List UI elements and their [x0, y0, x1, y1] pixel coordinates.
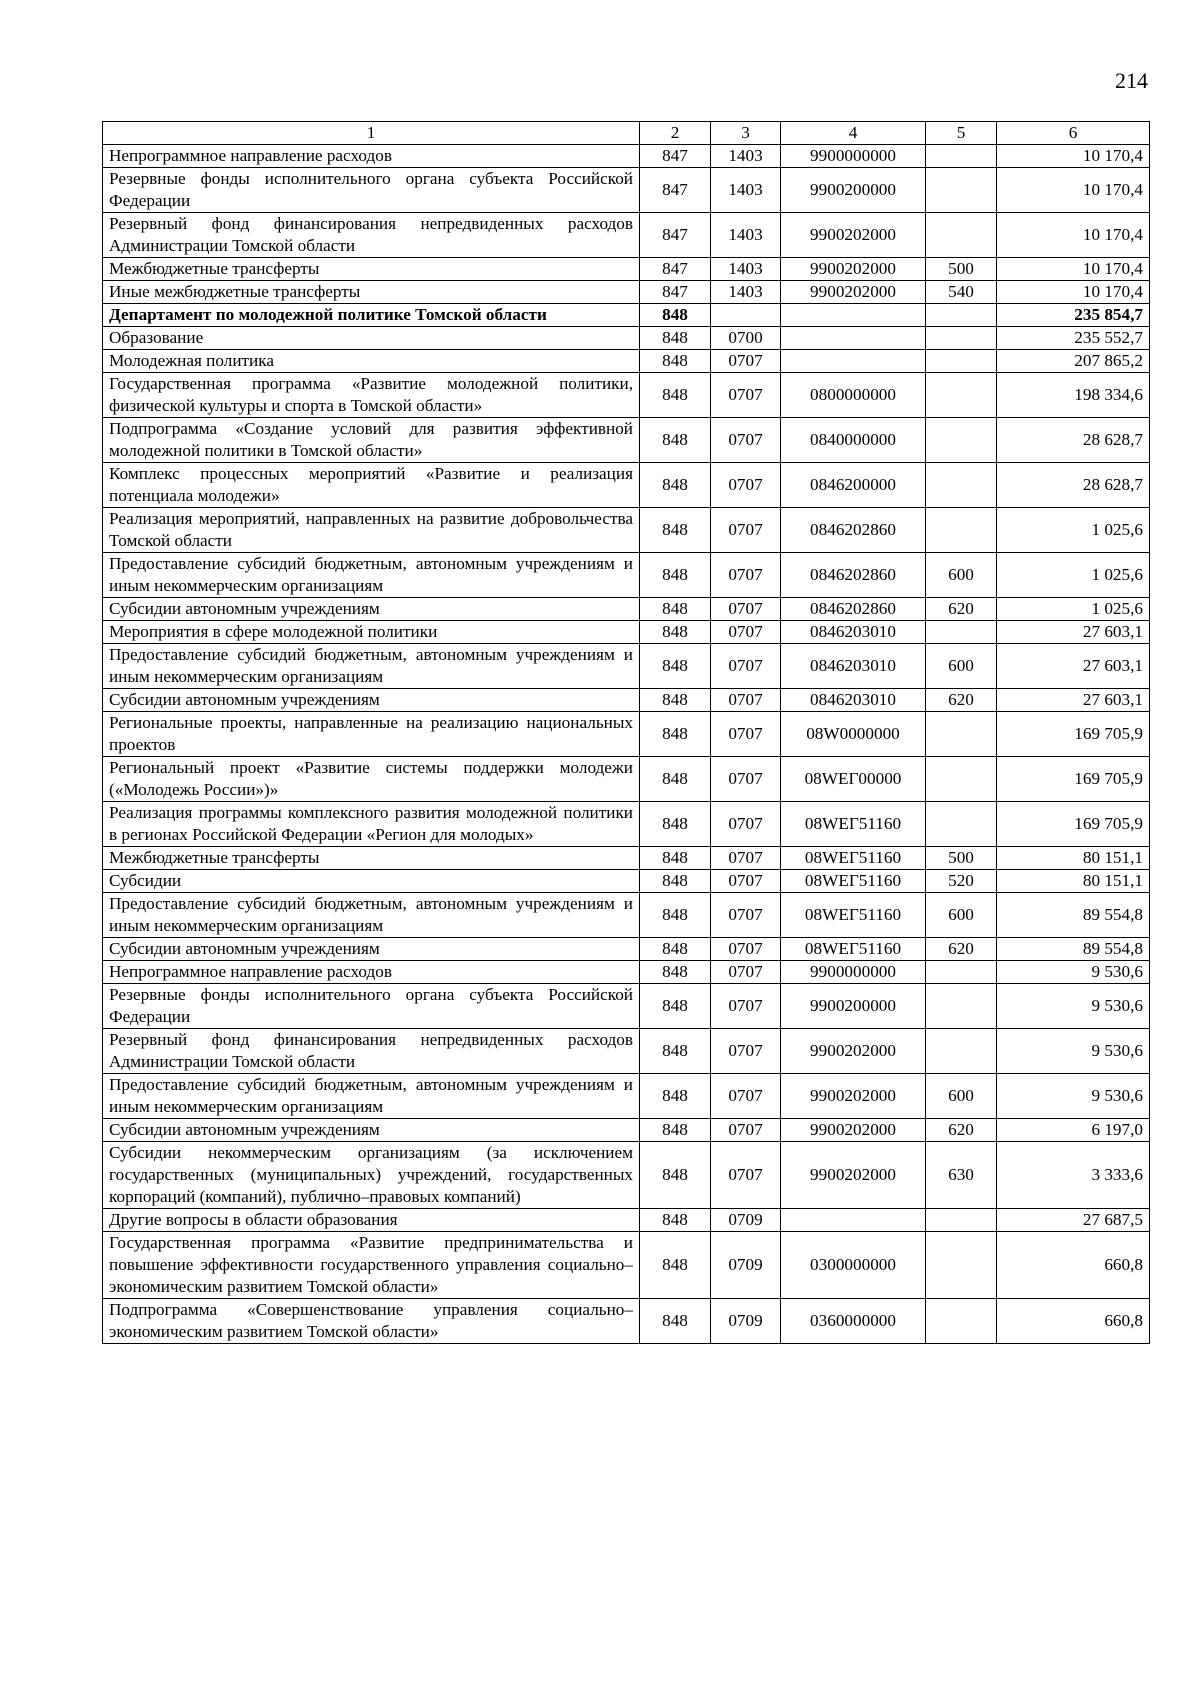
cell-admin-code: 848 [640, 644, 711, 689]
table-row [103, 938, 1150, 961]
cell-expense-type [926, 1299, 997, 1344]
cell-target-article [781, 350, 926, 373]
cell-target-article: 9900202000 [781, 281, 926, 304]
cell-admin-code: 847 [640, 145, 711, 168]
cell-admin-code: 848 [640, 961, 711, 984]
cell-section-code: 0707 [711, 373, 781, 418]
cell-amount: 9 530,6 [997, 961, 1150, 984]
cell-amount: 27 687,5 [997, 1209, 1150, 1232]
cell-expense-type [926, 1029, 997, 1074]
table-row [103, 870, 1150, 893]
header-cell: 5 [926, 122, 997, 145]
cell-target-article: 0300000000 [781, 1232, 926, 1299]
table-row [103, 327, 1150, 350]
cell-target-article: 08W0000000 [781, 712, 926, 757]
table-row [103, 893, 1150, 938]
table-row [103, 1232, 1150, 1299]
cell-admin-code: 847 [640, 258, 711, 281]
cell-name: Департамент по молодежной политике Томской области [103, 304, 640, 327]
table-row [103, 463, 1150, 508]
cell-amount: 3 333,6 [997, 1142, 1150, 1209]
cell-amount: 169 705,9 [997, 712, 1150, 757]
cell-admin-code: 848 [640, 373, 711, 418]
cell-target-article: 9900200000 [781, 984, 926, 1029]
cell-expense-type [926, 508, 997, 553]
cell-expense-type [926, 802, 997, 847]
cell-section-code: 0707 [711, 1119, 781, 1142]
cell-admin-code: 848 [640, 1209, 711, 1232]
cell-expense-type: 600 [926, 1074, 997, 1119]
cell-section-code: 0707 [711, 350, 781, 373]
cell-section-code: 0709 [711, 1232, 781, 1299]
cell-name: Межбюджетные трансферты [103, 258, 640, 281]
cell-target-article: 08WEГ51160 [781, 802, 926, 847]
table-row [103, 757, 1150, 802]
cell-name: Резервные фонды исполнительного органа субъекта Российской Федерации [103, 168, 640, 213]
cell-admin-code: 848 [640, 870, 711, 893]
cell-amount: 10 170,4 [997, 168, 1150, 213]
cell-section-code: 0707 [711, 870, 781, 893]
cell-name: Резервный фонд финансирования непредвиденных расходов Администрации Томской области [103, 1029, 640, 1074]
table-row [103, 281, 1150, 304]
cell-expense-type [926, 168, 997, 213]
cell-target-article: 9900000000 [781, 145, 926, 168]
table-row [103, 621, 1150, 644]
cell-name: Предоставление субсидий бюджетным, автономным учреждениям и иным некоммерческим организациям [103, 553, 640, 598]
cell-expense-type: 620 [926, 938, 997, 961]
cell-section-code: 0707 [711, 508, 781, 553]
table-row [103, 1029, 1150, 1074]
cell-name: Другие вопросы в области образования [103, 1209, 640, 1232]
cell-section-code: 0707 [711, 689, 781, 712]
cell-expense-type [926, 712, 997, 757]
cell-target-article: 0846203010 [781, 689, 926, 712]
cell-target-article: 0840000000 [781, 418, 926, 463]
cell-section-code: 0707 [711, 961, 781, 984]
table-row [103, 712, 1150, 757]
cell-section-code: 1403 [711, 145, 781, 168]
cell-name: Государственная программа «Развитие предпринимательства и повышение эффективности государственного управления социально–экономическим развитием Томской области» [103, 1232, 640, 1299]
cell-section-code: 1403 [711, 168, 781, 213]
cell-section-code: 0707 [711, 847, 781, 870]
cell-name: Реализация мероприятий, направленных на развитие добровольчества Томской области [103, 508, 640, 553]
cell-amount: 169 705,9 [997, 757, 1150, 802]
cell-admin-code: 848 [640, 418, 711, 463]
cell-section-code: 0707 [711, 598, 781, 621]
cell-expense-type [926, 304, 997, 327]
header-cell: 6 [997, 122, 1150, 145]
cell-section-code: 0707 [711, 984, 781, 1029]
cell-expense-type: 500 [926, 258, 997, 281]
cell-admin-code: 847 [640, 281, 711, 304]
cell-section-code: 0707 [711, 1029, 781, 1074]
table-row [103, 508, 1150, 553]
cell-admin-code: 848 [640, 1299, 711, 1344]
cell-expense-type: 630 [926, 1142, 997, 1209]
cell-expense-type [926, 213, 997, 258]
cell-admin-code: 848 [640, 893, 711, 938]
cell-target-article: 9900202000 [781, 213, 926, 258]
table-row [103, 1074, 1150, 1119]
header-cell: 4 [781, 122, 926, 145]
cell-name: Образование [103, 327, 640, 350]
cell-section-code: 0707 [711, 1142, 781, 1209]
cell-amount: 27 603,1 [997, 644, 1150, 689]
cell-amount: 10 170,4 [997, 281, 1150, 304]
cell-expense-type [926, 1232, 997, 1299]
cell-section-code: 1403 [711, 213, 781, 258]
page-number: 214 [1115, 68, 1148, 93]
budget-table [102, 121, 1150, 1344]
table-row [103, 961, 1150, 984]
cell-amount: 198 334,6 [997, 373, 1150, 418]
cell-section-code: 0700 [711, 327, 781, 350]
cell-target-article: 0846200000 [781, 463, 926, 508]
cell-amount: 235 552,7 [997, 327, 1150, 350]
cell-expense-type [926, 350, 997, 373]
cell-section-code: 0707 [711, 802, 781, 847]
cell-admin-code: 848 [640, 304, 711, 327]
cell-expense-type: 520 [926, 870, 997, 893]
cell-expense-type [926, 984, 997, 1029]
cell-amount: 10 170,4 [997, 258, 1150, 281]
cell-target-article [781, 1209, 926, 1232]
table-row [103, 598, 1150, 621]
cell-admin-code: 848 [640, 689, 711, 712]
cell-expense-type [926, 1209, 997, 1232]
cell-admin-code: 848 [640, 757, 711, 802]
cell-expense-type: 600 [926, 553, 997, 598]
cell-target-article: 9900202000 [781, 258, 926, 281]
cell-name: Межбюджетные трансферты [103, 847, 640, 870]
cell-name: Субсидии автономным учреждениям [103, 689, 640, 712]
cell-name: Государственная программа «Развитие молодежной политики, физической культуры и спорта в Томской области» [103, 373, 640, 418]
cell-target-article: 08WEГ51160 [781, 847, 926, 870]
cell-amount: 235 854,7 [997, 304, 1150, 327]
cell-admin-code: 848 [640, 1232, 711, 1299]
cell-expense-type [926, 961, 997, 984]
cell-name: Субсидии автономным учреждениям [103, 1119, 640, 1142]
cell-admin-code: 848 [640, 463, 711, 508]
table-row [103, 1119, 1150, 1142]
table-row [103, 553, 1150, 598]
cell-amount: 660,8 [997, 1299, 1150, 1344]
cell-name: Резервный фонд финансирования непредвиденных расходов Администрации Томской области [103, 213, 640, 258]
cell-expense-type [926, 418, 997, 463]
cell-amount: 28 628,7 [997, 418, 1150, 463]
cell-section-code: 0707 [711, 553, 781, 598]
cell-expense-type [926, 463, 997, 508]
table-row [103, 984, 1150, 1029]
cell-expense-type: 600 [926, 893, 997, 938]
cell-name: Мероприятия в сфере молодежной политики [103, 621, 640, 644]
cell-amount: 1 025,6 [997, 553, 1150, 598]
cell-admin-code: 848 [640, 508, 711, 553]
cell-name: Предоставление субсидий бюджетным, автономным учреждениям и иным некоммерческим организациям [103, 644, 640, 689]
cell-admin-code: 848 [640, 1029, 711, 1074]
cell-amount: 28 628,7 [997, 463, 1150, 508]
cell-amount: 660,8 [997, 1232, 1150, 1299]
cell-amount: 9 530,6 [997, 1074, 1150, 1119]
header-cell: 2 [640, 122, 711, 145]
cell-target-article [781, 327, 926, 350]
cell-section-code: 0707 [711, 1074, 781, 1119]
table-row [103, 802, 1150, 847]
cell-amount: 1 025,6 [997, 598, 1150, 621]
cell-expense-type: 500 [926, 847, 997, 870]
cell-admin-code: 848 [640, 802, 711, 847]
cell-expense-type: 540 [926, 281, 997, 304]
cell-name: Региональные проекты, направленные на реализацию национальных проектов [103, 712, 640, 757]
cell-section-code: 0709 [711, 1209, 781, 1232]
cell-target-article: 0360000000 [781, 1299, 926, 1344]
cell-expense-type [926, 373, 997, 418]
cell-admin-code: 848 [640, 712, 711, 757]
cell-expense-type: 620 [926, 689, 997, 712]
table-row [103, 213, 1150, 258]
cell-name: Резервные фонды исполнительного органа субъекта Российской Федерации [103, 984, 640, 1029]
cell-target-article: 08WEГ51160 [781, 938, 926, 961]
cell-target-article: 0846202860 [781, 508, 926, 553]
cell-amount: 9 530,6 [997, 1029, 1150, 1074]
table-row [103, 1299, 1150, 1344]
cell-admin-code: 848 [640, 553, 711, 598]
cell-admin-code: 848 [640, 598, 711, 621]
cell-name: Субсидии [103, 870, 640, 893]
cell-section-code [711, 304, 781, 327]
cell-section-code: 0707 [711, 757, 781, 802]
table-row [103, 373, 1150, 418]
cell-name: Предоставление субсидий бюджетным, автономным учреждениям и иным некоммерческим организациям [103, 1074, 640, 1119]
table-row [103, 304, 1150, 327]
cell-expense-type: 620 [926, 598, 997, 621]
cell-section-code: 0707 [711, 418, 781, 463]
cell-name: Непрограммное направление расходов [103, 145, 640, 168]
cell-target-article: 08WEГ00000 [781, 757, 926, 802]
cell-expense-type: 620 [926, 1119, 997, 1142]
cell-expense-type: 600 [926, 644, 997, 689]
cell-amount: 27 603,1 [997, 621, 1150, 644]
cell-name: Молодежная политика [103, 350, 640, 373]
cell-amount: 207 865,2 [997, 350, 1150, 373]
cell-target-article [781, 304, 926, 327]
table-row [103, 689, 1150, 712]
cell-admin-code: 848 [640, 621, 711, 644]
cell-section-code: 0707 [711, 893, 781, 938]
cell-name: Непрограммное направление расходов [103, 961, 640, 984]
cell-target-article: 9900202000 [781, 1029, 926, 1074]
cell-section-code: 1403 [711, 258, 781, 281]
cell-amount: 10 170,4 [997, 213, 1150, 258]
cell-name: Подпрограмма «Совершенствование управления социально–экономическим развитием Томской области» [103, 1299, 640, 1344]
cell-admin-code: 848 [640, 1119, 711, 1142]
cell-name: Реализация программы комплексного развития молодежной политики в регионах Российской Федерации «Регион для молодых» [103, 802, 640, 847]
cell-target-article: 0846202860 [781, 553, 926, 598]
table-row [103, 1142, 1150, 1209]
table-header-row [103, 122, 1150, 145]
cell-expense-type [926, 327, 997, 350]
cell-section-code: 1403 [711, 281, 781, 304]
cell-section-code: 0707 [711, 463, 781, 508]
cell-target-article: 9900202000 [781, 1074, 926, 1119]
cell-admin-code: 848 [640, 847, 711, 870]
cell-target-article: 0846203010 [781, 644, 926, 689]
cell-target-article: 0846203010 [781, 621, 926, 644]
cell-section-code: 0707 [711, 938, 781, 961]
cell-target-article: 0800000000 [781, 373, 926, 418]
table-row [103, 145, 1150, 168]
cell-amount: 80 151,1 [997, 870, 1150, 893]
cell-amount: 169 705,9 [997, 802, 1150, 847]
cell-admin-code: 848 [640, 1142, 711, 1209]
table-row [103, 350, 1150, 373]
cell-target-article: 9900202000 [781, 1142, 926, 1209]
cell-section-code: 0707 [711, 644, 781, 689]
cell-amount: 9 530,6 [997, 984, 1150, 1029]
cell-target-article: 9900000000 [781, 961, 926, 984]
cell-admin-code: 848 [640, 327, 711, 350]
cell-amount: 6 197,0 [997, 1119, 1150, 1142]
cell-name: Субсидии некоммерческим организациям (за исключением государственных (муниципальных) учреждений, государственных корпораций (компаний), публично–правовых компаний) [103, 1142, 640, 1209]
table-row [103, 644, 1150, 689]
cell-name: Субсидии автономным учреждениям [103, 598, 640, 621]
cell-admin-code: 847 [640, 168, 711, 213]
cell-section-code: 0707 [711, 621, 781, 644]
cell-target-article: 9900200000 [781, 168, 926, 213]
cell-section-code: 0709 [711, 1299, 781, 1344]
cell-expense-type [926, 621, 997, 644]
cell-name: Иные межбюджетные трансферты [103, 281, 640, 304]
cell-name: Предоставление субсидий бюджетным, автономным учреждениям и иным некоммерческим организациям [103, 893, 640, 938]
cell-target-article: 08WEГ51160 [781, 893, 926, 938]
cell-name: Субсидии автономным учреждениям [103, 938, 640, 961]
cell-amount: 89 554,8 [997, 938, 1150, 961]
cell-amount: 10 170,4 [997, 145, 1150, 168]
table-row [103, 1209, 1150, 1232]
header-cell: 3 [711, 122, 781, 145]
table-row [103, 847, 1150, 870]
cell-target-article: 08WEГ51160 [781, 870, 926, 893]
cell-admin-code: 847 [640, 213, 711, 258]
cell-admin-code: 848 [640, 350, 711, 373]
cell-amount: 1 025,6 [997, 508, 1150, 553]
cell-expense-type [926, 145, 997, 168]
cell-name: Подпрограмма «Создание условий для развития эффективной молодежной политики в Томской области» [103, 418, 640, 463]
cell-admin-code: 848 [640, 938, 711, 961]
cell-amount: 80 151,1 [997, 847, 1150, 870]
cell-expense-type [926, 757, 997, 802]
cell-name: Комплекс процессных мероприятий «Развитие и реализация потенциала молодежи» [103, 463, 640, 508]
cell-admin-code: 848 [640, 1074, 711, 1119]
cell-amount: 27 603,1 [997, 689, 1150, 712]
table-row [103, 258, 1150, 281]
cell-name: Региональный проект «Развитие системы поддержки молодежи («Молодежь России»)» [103, 757, 640, 802]
cell-amount: 89 554,8 [997, 893, 1150, 938]
header-cell: 1 [103, 122, 640, 145]
cell-admin-code: 848 [640, 984, 711, 1029]
table-row [103, 168, 1150, 213]
cell-target-article: 9900202000 [781, 1119, 926, 1142]
cell-target-article: 0846202860 [781, 598, 926, 621]
cell-section-code: 0707 [711, 712, 781, 757]
table-row [103, 418, 1150, 463]
